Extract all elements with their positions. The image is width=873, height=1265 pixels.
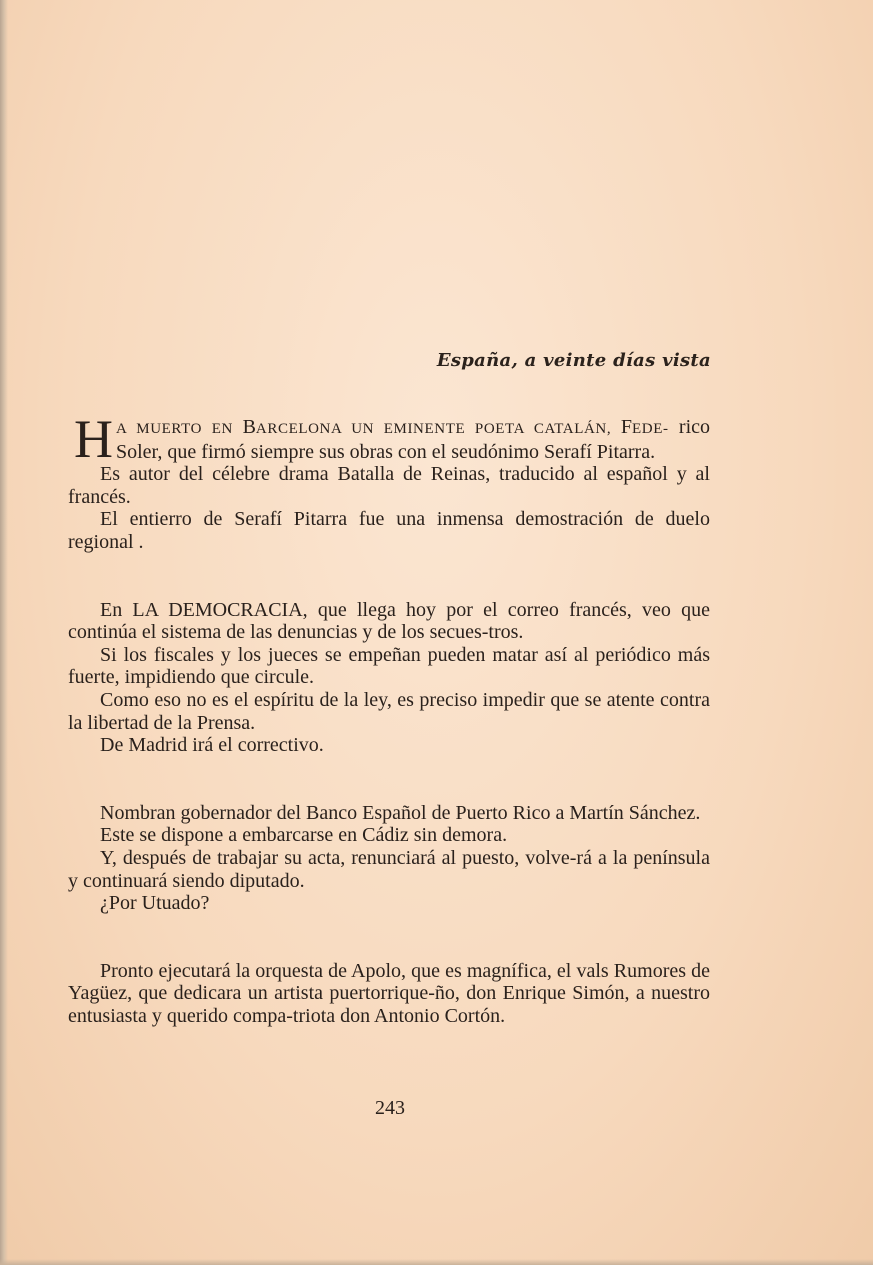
paragraph: Nombran gobernador del Banco Español de Puerto Rico a Martín Sánchez.	[100, 801, 701, 824]
paragraph: Si los fiscales y los jueces se empeñan pueden matar así al periódico más fuerte, impidiendo que circule.	[68, 643, 710, 689]
small-caps-initial: B	[242, 416, 256, 438]
drop-cap-letter: H	[74, 409, 113, 469]
paragraph: De Madrid irá el correctivo.	[100, 734, 324, 757]
section-heading: España, a veinte días vista	[436, 350, 711, 371]
paragraph: ¿Por Utuado?	[100, 892, 210, 915]
paragraph: Es autor del célebre drama Batalla de Reinas, traducido al español y al francés.	[68, 463, 710, 508]
paragraph: Este se dispone a embarcarse en Cádiz sin demora.	[100, 824, 508, 847]
body-text	[68, 409, 710, 1027]
paragraph-line: Serafí Pitarra.	[544, 440, 656, 463]
paragraph: En LA DEMOCRACIA, que llega hoy por el correo francés, veo que continúa el sistema de las denuncias y de los secues-tros.	[68, 598, 710, 644]
small-caps-segment: A MUERTO EN	[116, 421, 243, 437]
small-caps-segment: EDE-	[632, 421, 669, 437]
section-gap	[68, 757, 710, 802]
page-bottom-edge-shadow	[0, 1259, 873, 1265]
page-left-edge-shadow	[0, 0, 8, 1265]
section-gap	[68, 554, 710, 599]
small-caps-initial: F	[620, 416, 633, 438]
section-gap	[68, 915, 710, 960]
small-caps-segment: ARCELONA UN EMINENTE POETA CATALÁN,	[255, 421, 621, 437]
paragraph: Y, después de trabajar su acta, renunciará al puesto, volve-rá a la península y continuará siendo diputado.	[68, 846, 710, 892]
paragraph: Como eso no es el espíritu de la ley, es preciso impedir que se atente contra la libertad de la Prensa.	[68, 688, 710, 734]
paragraph-1	[68, 409, 710, 469]
page-number: 243	[375, 1097, 405, 1119]
paragraph-line: rico Soler, que firmó siempre sus obras con el seudónimo	[116, 416, 710, 463]
paragraph: Pronto ejecutará la orquesta de Apolo, que es magnífica, el vals Rumores de Yagüez, que dedicara un artista puertorrique-ño, don Enrique Simón, a nuestro entusiasta y querido compa-triota don Antonio Cortón.	[68, 959, 710, 1027]
paragraph: El entierro de Serafí Pitarra fue una inmensa demostración de duelo regional .	[68, 508, 710, 553]
